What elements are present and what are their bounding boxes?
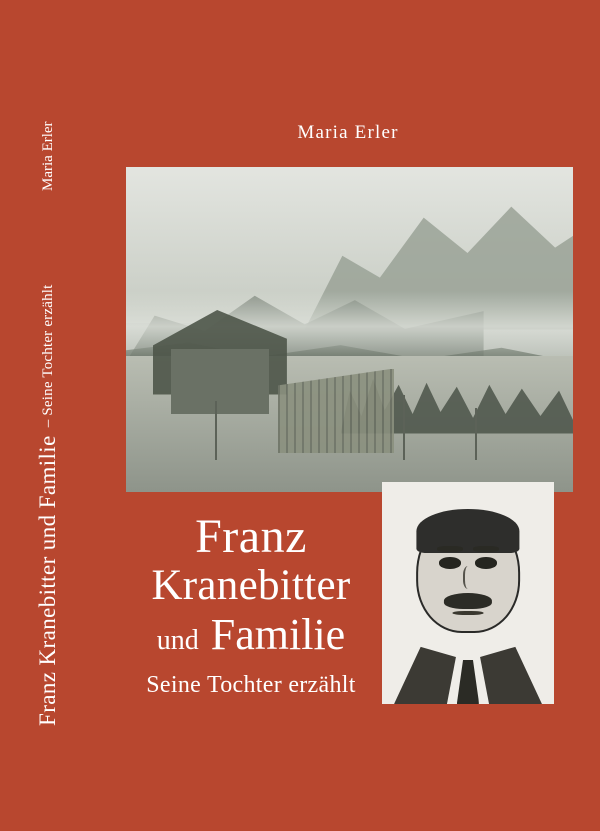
title-line-3 <box>126 610 376 661</box>
portrait-eye-left <box>439 557 461 568</box>
portrait-hair <box>416 509 519 553</box>
portrait-eye-right <box>475 557 497 568</box>
title-conjunction: und <box>156 625 199 657</box>
photo-sapling <box>475 408 477 460</box>
photo-sapling <box>215 401 217 460</box>
front-title-block <box>126 512 376 661</box>
title-line-3-main: Familie <box>210 610 346 660</box>
spine-title-sub: – Seine Tochter erzählt <box>39 284 56 428</box>
photo-farmhouse-body <box>171 349 269 414</box>
landscape-photo <box>126 167 573 492</box>
portrait-eyebrow-right <box>473 546 499 552</box>
title-line-2: Kranebitter <box>151 561 351 609</box>
photo-sapling <box>403 395 405 460</box>
portrait-mustache <box>444 593 492 609</box>
title-line-1: Franz <box>195 510 307 563</box>
book-spine <box>0 0 96 831</box>
portrait-eyebrow-left <box>437 546 463 552</box>
spine-author: Maria Erler <box>39 121 56 191</box>
spine-title-main: Franz Kranebitter und Familie <box>35 435 60 726</box>
front-subtitle: Seine Tochter erzählt <box>146 672 356 698</box>
portrait-photo <box>382 482 554 704</box>
front-author: Maria Erler <box>297 122 399 143</box>
portrait-nose <box>463 566 475 588</box>
